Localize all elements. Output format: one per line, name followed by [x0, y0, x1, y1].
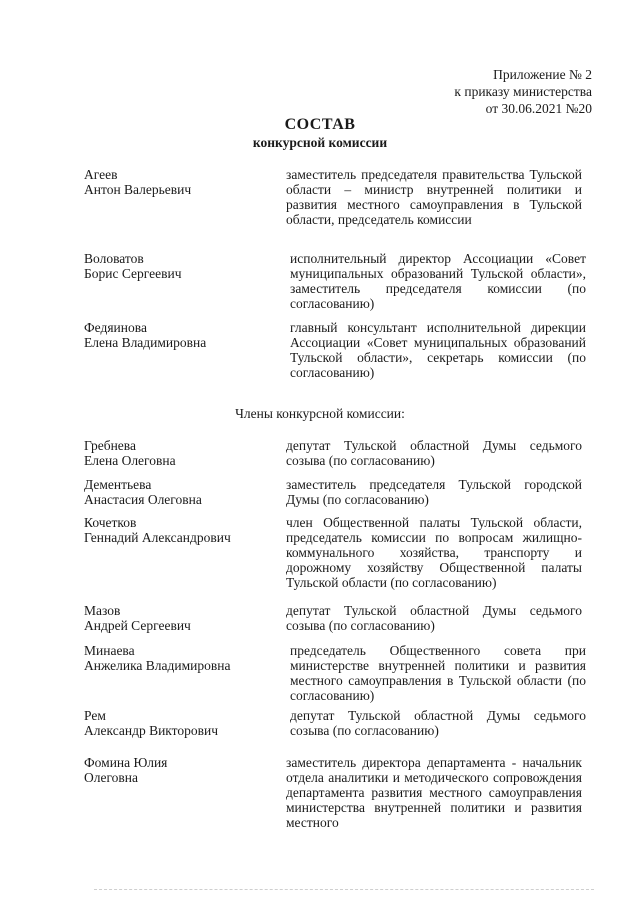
person-role: депутат Тульской областной Думы седьмого созыва (по согласованию) [286, 438, 582, 468]
surname: Федяинова [84, 320, 147, 335]
given-names: Олеговна [84, 770, 139, 785]
appendix-header [454, 66, 592, 117]
surname: Мазов [84, 603, 121, 618]
person-role: заместитель председателя правительства Тульской области – министр внутренней политики и развития местного самоуправления в Тульской области, председатель комиссии [286, 167, 582, 227]
person-name [84, 320, 269, 350]
given-names: Анастасия Олеговна [84, 492, 202, 507]
person-role: председатель Общественного совета при министерстве внутренней политики и развития местного самоуправления в Тульской области (по согласованию) [290, 643, 586, 703]
person-name [84, 643, 269, 673]
page-subtitle: конкурсной комиссии [252, 135, 388, 150]
person-role: исполнительный директор Ассоциации «Совет муниципальных образований Тульской области», заместитель председателя комиссии (по согласованию) [290, 251, 586, 311]
person-role: главный консультант исполнительной дирекции Ассоциации «Совет муниципальных образований Тульской области», секретарь комиссии (по согласованию) [290, 320, 586, 380]
person-role: депутат Тульской областной Думы седьмого созыва (по согласованию) [290, 708, 586, 738]
surname: Рем [84, 708, 106, 723]
given-names: Антон Валерьевич [84, 182, 192, 197]
appendix-line-3: от 30.06.2021 №20 [485, 101, 592, 116]
given-names: Александр Викторович [84, 723, 219, 738]
person-role: депутат Тульской областной Думы седьмого созыва (по согласованию) [286, 603, 582, 633]
person-name [84, 477, 269, 507]
given-names: Елена Владимировна [84, 335, 207, 350]
page-bottom-edge [94, 889, 594, 891]
person-name [84, 515, 269, 545]
person-role: заместитель председателя Тульской городской Думы (по согласованию) [286, 477, 582, 507]
person-role: член Общественной палаты Тульской области, председатель комиссии по вопросам жилищно-коммунального хозяйства, транспорту и дорожному хозяйству Общественной палаты Тульской области (по согласованию) [286, 515, 582, 590]
given-names: Геннадий Александрович [84, 530, 231, 545]
surname: Фомина Юлия [84, 755, 168, 770]
surname: Воловатов [84, 251, 144, 266]
person-role: заместитель директора департамента - начальник отдела аналитики и методического сопровождения департамента развития местного самоуправления министерства внутренней политики и развития местного [286, 755, 582, 830]
surname: Минаева [84, 643, 135, 658]
person-name [84, 603, 269, 633]
surname: Агеев [84, 167, 118, 182]
surname: Дементьева [84, 477, 152, 492]
given-names: Борис Сергеевич [84, 266, 182, 281]
given-names: Анжелика Владимировна [84, 658, 231, 673]
person-name [84, 167, 269, 197]
appendix-line-1: Приложение № 2 [493, 67, 592, 82]
given-names: Елена Олеговна [84, 453, 176, 468]
surname: Гребнева [84, 438, 136, 453]
person-name [84, 438, 269, 468]
person-name [84, 755, 269, 785]
given-names: Андрей Сергеевич [84, 618, 191, 633]
members-heading: Члены конкурсной комиссии: [235, 406, 405, 421]
person-name [84, 251, 269, 281]
page-title: СОСТАВ [284, 116, 356, 133]
appendix-line-2: к приказу министерства [454, 84, 592, 99]
surname: Кочетков [84, 515, 137, 530]
person-name [84, 708, 269, 738]
